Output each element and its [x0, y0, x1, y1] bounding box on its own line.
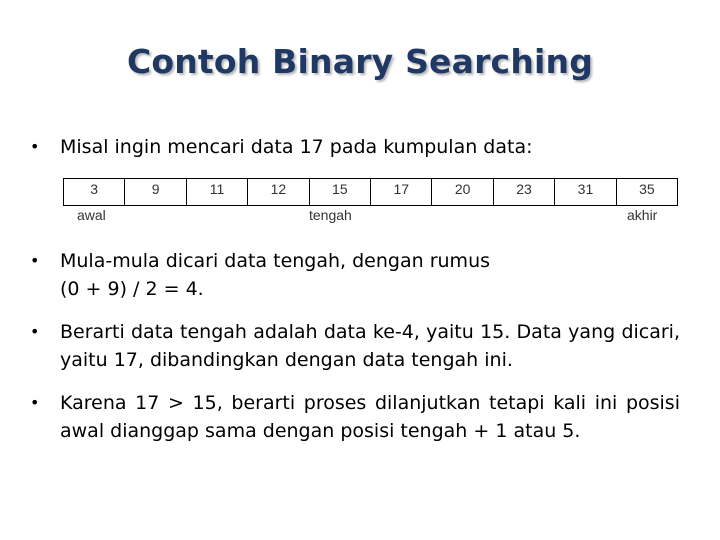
bullet-text: Karena 17 > 15, berarti proses dilanjutkan tetapi kali ini posisi awal dianggap sama dengan posisi tengah + 1 atau 5.: [60, 392, 680, 442]
array-cell: 3: [64, 179, 125, 205]
bullet-icon: •: [30, 251, 40, 270]
array-cell: 12: [248, 179, 309, 205]
pointer-label-tengah: tengah: [309, 207, 352, 223]
bullet-icon: •: [30, 137, 40, 156]
array-cell: 20: [432, 179, 493, 205]
pointer-label-akhir: akhir: [627, 207, 658, 223]
array-cell: 35: [639, 181, 655, 197]
array-cell: 11: [187, 179, 248, 205]
slide-title: Contoh Binary Searching: [126, 42, 594, 81]
bullet-text: Berarti data tengah adalah data ke-4, yaitu 15. Data yang dicari, yaitu 17, dibandingkan dengan data tengah ini.: [60, 321, 680, 371]
formula-text: (0 + 9) / 2 = 4.: [60, 278, 204, 300]
array-cell: 23: [494, 179, 555, 205]
bullet-item-3: [30, 318, 680, 374]
bullet-text: Mula-mula dicari data tengah, dengan rumus: [60, 250, 491, 272]
array-cell: 17: [371, 179, 432, 205]
bullet-item-4: [30, 389, 680, 445]
bullet-item-1: [30, 133, 680, 161]
bullet-text: Misal ingin mencari data 17 pada kumpulan data:: [60, 136, 533, 158]
bullet-icon: •: [30, 322, 40, 341]
array-cell: 15: [310, 179, 371, 205]
array-cell: 9: [125, 179, 186, 205]
pointer-label-awal: awal: [77, 207, 106, 223]
bullet-item-2: [30, 247, 680, 303]
data-array-table: [63, 178, 678, 206]
array-cell: 31: [555, 179, 616, 205]
bullet-icon: •: [30, 393, 40, 412]
